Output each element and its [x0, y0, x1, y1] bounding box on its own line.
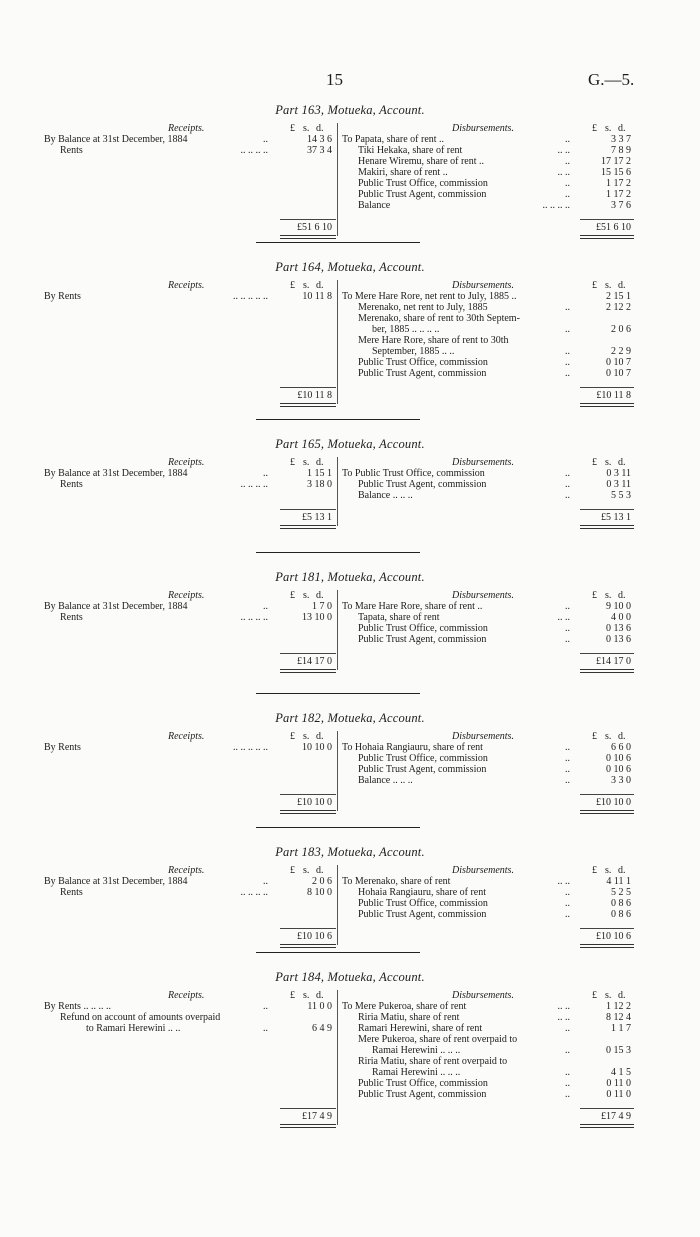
- disbursements-total: £10 10 6: [596, 931, 631, 942]
- receipts-sum-rule: [280, 653, 336, 654]
- disbursements-sum-rule: [580, 928, 634, 929]
- disbursements-total: £51 6 10: [596, 222, 631, 233]
- disbursement-amount: 3 7 6: [611, 200, 631, 211]
- section-title: Part 184, Motueka, Account.: [275, 970, 425, 984]
- section-separator: [256, 242, 420, 243]
- disbursement-line-dots: .. .. .. ..: [542, 200, 570, 211]
- currency-head-disb: s.: [605, 123, 612, 134]
- disbursement-amount: 0 13 6: [606, 634, 631, 645]
- receipt-line-text: By Balance at 31st December, 1884: [44, 468, 188, 479]
- disbursement-line-dots: ..: [565, 753, 570, 764]
- document-reference: G.—5.: [588, 70, 635, 89]
- disbursements-total-double-rule: [580, 525, 634, 529]
- disbursement-line-text: ber, 1885 .. .. .. ..: [372, 324, 440, 335]
- receipt-amount: 1 15 1: [307, 468, 332, 479]
- disbursement-amount: 0 3 11: [606, 468, 631, 479]
- receipt-line-dots: .. .. .. ..: [240, 145, 268, 156]
- receipt-line-dots: ..: [263, 876, 268, 887]
- receipts-heading: Receipts.: [168, 990, 205, 1001]
- disbursement-line-text: Public Trust Agent, commission: [358, 764, 487, 775]
- currency-head-disb: d.: [618, 123, 626, 134]
- receipts-sum-rule: [280, 509, 336, 510]
- currency-head-receipts: £: [290, 123, 295, 134]
- disbursements-sum-rule: [580, 1108, 634, 1109]
- disbursements-sum-rule: [580, 387, 634, 388]
- disbursement-line-text: To Mere Pukeroa, share of rent: [342, 1001, 467, 1012]
- disbursement-line-text: Public Trust Agent, commission: [358, 909, 487, 920]
- disbursements-total: £17 4 9: [601, 1111, 631, 1122]
- disbursements-heading: Disbursements.: [452, 123, 514, 134]
- currency-head-receipts: s.: [303, 865, 310, 876]
- column-divider: [337, 990, 338, 1125]
- receipt-line-dots: .. .. .. .. ..: [233, 291, 268, 302]
- currency-head-receipts: d.: [316, 280, 324, 291]
- receipts-total-double-rule: [280, 669, 336, 673]
- disbursement-amount: 4 11 1: [606, 876, 631, 887]
- currency-head-receipts: £: [290, 990, 295, 1001]
- disbursement-amount: 0 8 6: [611, 909, 631, 920]
- currency-head-receipts: s.: [303, 280, 310, 291]
- currency-head-disb: £: [592, 123, 597, 134]
- currency-head-receipts: d.: [316, 990, 324, 1001]
- currency-head-receipts: s.: [303, 123, 310, 134]
- receipt-line-dots: ..: [263, 468, 268, 479]
- disbursement-line-dots: ..: [565, 1067, 570, 1078]
- disbursement-line-dots: ..: [565, 357, 570, 368]
- disbursement-line-text: Hohaia Rangiauru, share of rent: [358, 887, 487, 898]
- section-separator: [256, 693, 420, 694]
- disbursement-line-text: To Hohaia Rangiauru, share of rent: [342, 742, 483, 753]
- receipt-amount: 13 10 0: [302, 612, 332, 623]
- page-number: 15: [326, 70, 343, 89]
- disbursement-line-text: To Public Trust Office, commission: [342, 468, 485, 479]
- disbursements-total-double-rule: [580, 669, 634, 673]
- receipt-line-text: By Balance at 31st December, 1884: [44, 134, 188, 145]
- receipts-total: £10 10 0: [297, 797, 332, 808]
- disbursement-line-dots: ..: [565, 601, 570, 612]
- receipts-total-double-rule: [280, 810, 336, 814]
- disbursement-line-text: Public Trust Office, commission: [358, 178, 488, 189]
- disbursement-line-text: Tapata, share of rent: [358, 612, 440, 623]
- receipt-line-dots: ..: [263, 601, 268, 612]
- disbursement-amount: 2 2 9: [611, 346, 631, 357]
- currency-head-receipts: d.: [316, 123, 324, 134]
- section-title: Part 183, Motueka, Account.: [275, 845, 425, 859]
- disbursement-amount: 0 10 6: [606, 764, 631, 775]
- disbursements-total-double-rule: [580, 810, 634, 814]
- currency-head-disb: s.: [605, 590, 612, 601]
- currency-head-receipts: s.: [303, 990, 310, 1001]
- disbursement-line-dots: ..: [565, 898, 570, 909]
- disbursement-line-dots: ..: [565, 1089, 570, 1100]
- disbursement-amount: 15 15 6: [601, 167, 631, 178]
- disbursement-line-text: Public Trust Office, commission: [358, 357, 488, 368]
- disbursement-line-text: Riria Matiu, share of rent overpaid to: [358, 1056, 508, 1067]
- disbursement-line-text: Balance .. .. ..: [358, 490, 413, 501]
- receipts-total-double-rule: [280, 403, 336, 407]
- receipts-total: £14 17 0: [297, 656, 332, 667]
- currency-head-disb: s.: [605, 865, 612, 876]
- disbursement-line-text: Public Trust Agent, commission: [358, 634, 487, 645]
- disbursements-total: £5 13 1: [601, 512, 631, 523]
- disbursement-line-dots: ..: [565, 324, 570, 335]
- column-divider: [337, 731, 338, 811]
- currency-head-disb: d.: [618, 865, 626, 876]
- currency-head-disb: d.: [618, 590, 626, 601]
- receipt-line-dots: ..: [263, 134, 268, 145]
- receipts-total-double-rule: [280, 944, 336, 948]
- currency-head-disb: s.: [605, 990, 612, 1001]
- disbursement-line-text: To Mere Hare Rore, net rent to July, 1885 ..: [342, 291, 517, 302]
- disbursement-line-text: Mere Pukeroa, share of rent overpaid to: [358, 1034, 518, 1045]
- disbursement-line-text: Public Trust Office, commission: [358, 623, 488, 634]
- disbursements-sum-rule: [580, 794, 634, 795]
- currency-head-receipts: £: [290, 731, 295, 742]
- section-title: Part 165, Motueka, Account.: [275, 437, 425, 451]
- disbursement-amount: 3 3 7: [611, 134, 631, 145]
- disbursement-line-text: Merenako, share of rent to 30th Septem-: [358, 313, 520, 324]
- receipt-line-dots: ..: [263, 1001, 268, 1012]
- disbursements-total-double-rule: [580, 944, 634, 948]
- receipts-sum-rule: [280, 219, 336, 220]
- disbursements-sum-rule: [580, 653, 634, 654]
- disbursements-total: £10 10 0: [596, 797, 631, 808]
- currency-head-receipts: s.: [303, 457, 310, 468]
- disbursement-line-text: Public Trust Agent, commission: [358, 368, 487, 379]
- disbursements-total-double-rule: [580, 403, 634, 407]
- disbursement-line-dots: ..: [565, 178, 570, 189]
- disbursement-amount: 2 15 1: [606, 291, 631, 302]
- section-separator: [256, 952, 420, 953]
- receipt-line-text: to Ramari Herewini .. ..: [86, 1023, 181, 1034]
- receipts-total: £17 4 9: [302, 1111, 332, 1122]
- receipt-amount: 37 3 4: [307, 145, 332, 156]
- disbursement-line-dots: .. ..: [557, 1012, 570, 1023]
- receipts-sum-rule: [280, 1108, 336, 1109]
- disbursement-amount: 1 17 2: [606, 178, 631, 189]
- receipt-line-text: Rents: [60, 479, 83, 490]
- currency-head-receipts: £: [290, 457, 295, 468]
- currency-head-receipts: d.: [316, 457, 324, 468]
- receipt-line-text: Refund on account of amounts overpaid: [60, 1012, 221, 1023]
- currency-head-disb: £: [592, 731, 597, 742]
- receipt-line-dots: .. .. .. ..: [240, 479, 268, 490]
- disbursement-line-dots: .. ..: [557, 612, 570, 623]
- disbursements-total-double-rule: [580, 235, 634, 239]
- disbursement-amount: 0 10 6: [606, 753, 631, 764]
- disbursement-line-dots: .. ..: [557, 876, 570, 887]
- disbursement-line-dots: ..: [565, 1023, 570, 1034]
- disbursement-line-text: Riria Matiu, share of rent: [358, 1012, 460, 1023]
- disbursements-heading: Disbursements.: [452, 731, 514, 742]
- currency-head-receipts: d.: [316, 865, 324, 876]
- section-separator: [256, 419, 420, 420]
- disbursement-amount: 9 10 0: [606, 601, 631, 612]
- disbursement-line-text: Ramai Herewini .. .. ..: [372, 1045, 461, 1056]
- currency-head-receipts: s.: [303, 590, 310, 601]
- disbursement-line-dots: ..: [565, 134, 570, 145]
- receipts-total: £5 13 1: [302, 512, 332, 523]
- receipts-sum-rule: [280, 387, 336, 388]
- disbursement-line-dots: ..: [565, 1045, 570, 1056]
- section-separator: [256, 552, 420, 553]
- section-title: Part 164, Motueka, Account.: [275, 260, 425, 274]
- disbursement-line-dots: ..: [565, 775, 570, 786]
- receipt-amount: 6 4 9: [312, 1023, 332, 1034]
- disbursement-amount: 5 2 5: [611, 887, 631, 898]
- receipt-line-dots: .. .. .. ..: [240, 887, 268, 898]
- currency-head-receipts: £: [290, 590, 295, 601]
- disbursement-amount: 1 12 2: [606, 1001, 631, 1012]
- currency-head-disb: s.: [605, 280, 612, 291]
- receipt-amount: 10 11 8: [302, 291, 332, 302]
- receipts-total: £10 10 6: [297, 931, 332, 942]
- receipt-amount: 1 7 0: [312, 601, 332, 612]
- disbursement-amount: 5 5 3: [611, 490, 631, 501]
- receipts-total-double-rule: [280, 1124, 336, 1128]
- disbursements-heading: Disbursements.: [452, 865, 514, 876]
- receipt-line-text: Rents: [60, 887, 83, 898]
- column-divider: [337, 590, 338, 670]
- receipt-line-text: Rents: [60, 145, 83, 156]
- disbursement-amount: 6 6 0: [611, 742, 631, 753]
- receipt-amount: 2 0 6: [312, 876, 332, 887]
- disbursements-heading: Disbursements.: [452, 990, 514, 1001]
- receipts-heading: Receipts.: [168, 865, 205, 876]
- receipts-total-double-rule: [280, 235, 336, 239]
- disbursement-line-dots: ..: [565, 189, 570, 200]
- disbursement-line-dots: .. ..: [557, 1001, 570, 1012]
- receipt-line-text: By Balance at 31st December, 1884: [44, 601, 188, 612]
- currency-head-receipts: £: [290, 865, 295, 876]
- disbursement-amount: 0 3 11: [606, 479, 631, 490]
- receipt-amount: 14 3 6: [307, 134, 332, 145]
- disbursement-amount: 0 10 7: [606, 368, 631, 379]
- disbursements-heading: Disbursements.: [452, 457, 514, 468]
- disbursement-line-text: Makiri, share of rent ..: [358, 167, 448, 178]
- currency-head-disb: d.: [618, 280, 626, 291]
- disbursements-sum-rule: [580, 509, 634, 510]
- disbursement-line-dots: ..: [565, 909, 570, 920]
- disbursement-line-dots: ..: [565, 368, 570, 379]
- disbursement-line-text: Public Trust Office, commission: [358, 898, 488, 909]
- disbursement-amount: 4 0 0: [611, 612, 631, 623]
- disbursement-line-text: Merenako, net rent to July, 1885: [358, 302, 488, 313]
- receipts-heading: Receipts.: [168, 457, 205, 468]
- receipt-amount: 3 18 0: [307, 479, 332, 490]
- disbursement-line-text: September, 1885 .. ..: [372, 346, 455, 357]
- disbursement-line-dots: ..: [565, 302, 570, 313]
- currency-head-disb: d.: [618, 990, 626, 1001]
- disbursement-line-text: To Mare Hare Rore, share of rent ..: [342, 601, 483, 612]
- receipts-total: £10 11 8: [297, 390, 332, 401]
- disbursement-amount: 2 0 6: [611, 324, 631, 335]
- disbursement-amount: 4 1 5: [611, 1067, 631, 1078]
- receipts-sum-rule: [280, 794, 336, 795]
- currency-head-disb: £: [592, 590, 597, 601]
- currency-head-disb: d.: [618, 731, 626, 742]
- disbursement-line-dots: .. ..: [557, 145, 570, 156]
- disbursement-amount: 1 1 7: [611, 1023, 631, 1034]
- disbursement-amount: 1 17 2: [606, 189, 631, 200]
- receipts-total-double-rule: [280, 525, 336, 529]
- disbursement-amount: 0 10 7: [606, 357, 631, 368]
- section-title: Part 163, Motueka, Account.: [275, 103, 425, 117]
- receipt-line-text: By Rents .. .. .. ..: [44, 1001, 111, 1012]
- disbursements-heading: Disbursements.: [452, 280, 514, 291]
- disbursement-line-text: Public Trust Office, commission: [358, 753, 488, 764]
- disbursement-amount: 7 8 9: [611, 145, 631, 156]
- disbursement-line-dots: ..: [565, 634, 570, 645]
- disbursement-line-dots: ..: [565, 346, 570, 357]
- disbursement-amount: 0 8 6: [611, 898, 631, 909]
- disbursement-line-dots: .. ..: [557, 167, 570, 178]
- section-separator: [256, 827, 420, 828]
- disbursement-amount: 8 12 4: [606, 1012, 631, 1023]
- currency-head-disb: d.: [618, 457, 626, 468]
- currency-head-receipts: d.: [316, 731, 324, 742]
- receipts-total: £51 6 10: [297, 222, 332, 233]
- disbursement-amount: 0 13 6: [606, 623, 631, 634]
- disbursement-line-text: Public Trust Agent, commission: [358, 1089, 487, 1100]
- disbursement-line-text: To Papata, share of rent ..: [342, 134, 445, 145]
- disbursement-amount: 2 12 2: [606, 302, 631, 313]
- disbursement-line-text: Henare Wiremu, share of rent ..: [358, 156, 485, 167]
- section-title: Part 181, Motueka, Account.: [275, 570, 425, 584]
- receipt-line-dots: .. .. .. ..: [240, 612, 268, 623]
- disbursement-line-dots: ..: [565, 742, 570, 753]
- receipt-line-dots: ..: [263, 1023, 268, 1034]
- disbursement-line-dots: ..: [565, 887, 570, 898]
- disbursement-line-text: Tiki Hekaka, share of rent: [358, 145, 463, 156]
- disbursement-line-text: Ramai Herewini .. .. ..: [372, 1067, 461, 1078]
- disbursements-heading: Disbursements.: [452, 590, 514, 601]
- receipt-amount: 8 10 0: [307, 887, 332, 898]
- receipt-line-text: By Rents: [44, 291, 81, 302]
- disbursement-line-text: Balance .. .. ..: [358, 775, 413, 786]
- disbursements-total-double-rule: [580, 1124, 634, 1128]
- disbursements-total: £14 17 0: [596, 656, 631, 667]
- currency-head-disb: s.: [605, 731, 612, 742]
- disbursement-line-text: To Merenako, share of rent: [342, 876, 451, 887]
- disbursement-line-text: Ramari Herewini, share of rent: [358, 1023, 483, 1034]
- section-title: Part 182, Motueka, Account.: [275, 711, 425, 725]
- currency-head-disb: s.: [605, 457, 612, 468]
- currency-head-disb: £: [592, 865, 597, 876]
- column-divider: [337, 457, 338, 526]
- receipt-line-dots: .. .. .. .. ..: [233, 742, 268, 753]
- disbursement-line-text: Public Trust Office, commission: [358, 1078, 488, 1089]
- disbursement-amount: 0 15 3: [606, 1045, 631, 1056]
- disbursement-amount: 3 3 0: [611, 775, 631, 786]
- column-divider: [337, 280, 338, 404]
- disbursement-line-dots: ..: [565, 764, 570, 775]
- column-divider: [337, 123, 338, 236]
- disbursements-total: £10 11 8: [596, 390, 631, 401]
- currency-head-receipts: £: [290, 280, 295, 291]
- receipt-line-text: By Rents: [44, 742, 81, 753]
- disbursements-sum-rule: [580, 219, 634, 220]
- currency-head-disb: £: [592, 990, 597, 1001]
- currency-head-disb: £: [592, 457, 597, 468]
- receipts-heading: Receipts.: [168, 123, 205, 134]
- disbursement-line-dots: ..: [565, 623, 570, 634]
- column-divider: [337, 865, 338, 945]
- receipts-sum-rule: [280, 928, 336, 929]
- receipt-amount: 11 0 0: [307, 1001, 332, 1012]
- disbursement-line-dots: ..: [565, 490, 570, 501]
- disbursement-line-text: Mere Hare Rore, share of rent to 30th: [358, 335, 509, 346]
- disbursement-line-text: Public Trust Agent, commission: [358, 189, 487, 200]
- currency-head-receipts: d.: [316, 590, 324, 601]
- receipts-heading: Receipts.: [168, 731, 205, 742]
- currency-head-disb: £: [592, 280, 597, 291]
- disbursement-line-dots: ..: [565, 156, 570, 167]
- receipts-heading: Receipts.: [168, 280, 205, 291]
- disbursement-line-dots: ..: [565, 468, 570, 479]
- disbursement-line-dots: ..: [565, 1078, 570, 1089]
- receipt-amount: 10 10 0: [302, 742, 332, 753]
- currency-head-receipts: s.: [303, 731, 310, 742]
- disbursement-amount: 0 11 0: [606, 1089, 631, 1100]
- receipt-line-text: Rents: [60, 612, 83, 623]
- disbursement-amount: 17 17 2: [601, 156, 631, 167]
- disbursement-amount: 0 11 0: [606, 1078, 631, 1089]
- disbursement-line-text: Balance: [358, 200, 391, 211]
- disbursement-line-text: Public Trust Agent, commission: [358, 479, 487, 490]
- receipt-line-text: By Balance at 31st December, 1884: [44, 876, 188, 887]
- disbursement-line-dots: ..: [565, 479, 570, 490]
- receipts-heading: Receipts.: [168, 590, 205, 601]
